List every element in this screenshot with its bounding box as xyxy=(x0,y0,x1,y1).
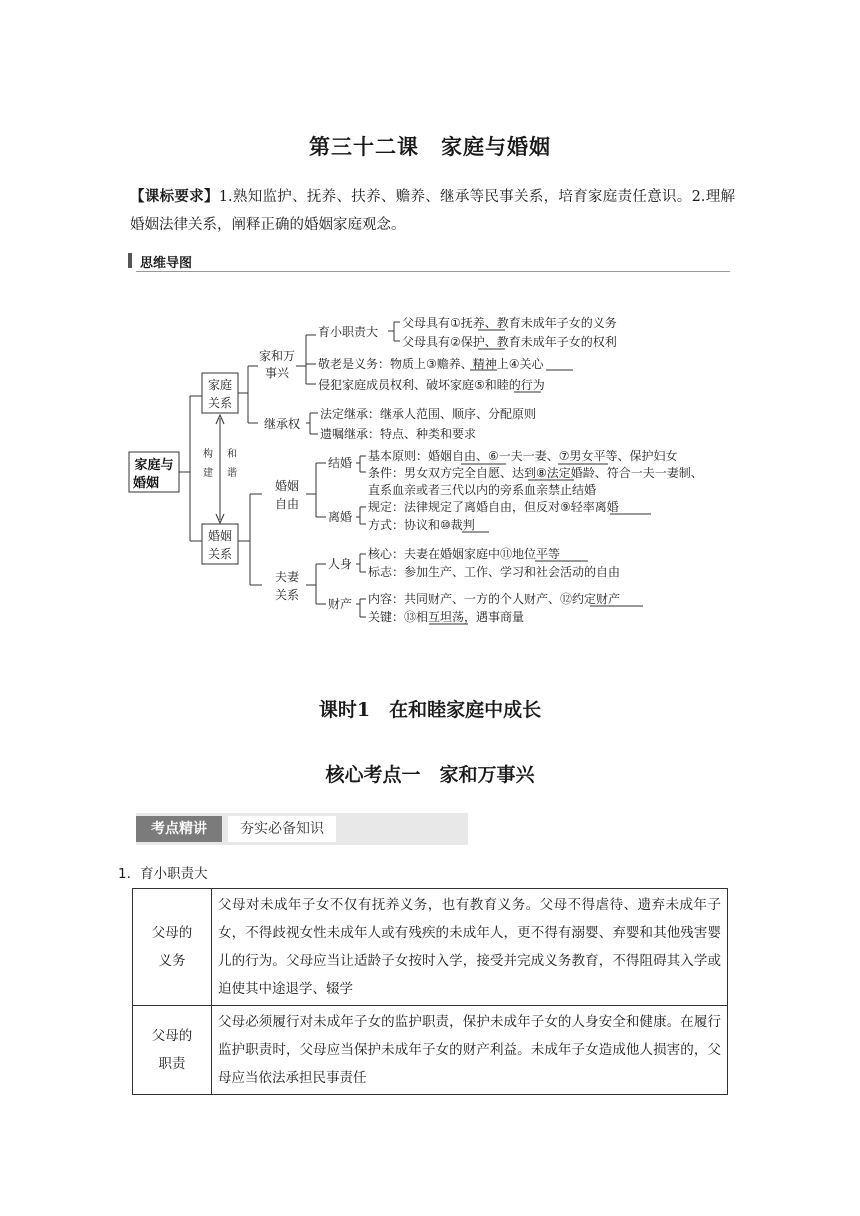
spouse-label-2: 关系 xyxy=(274,588,300,602)
requirements-label: 【课标要求】 xyxy=(130,188,219,205)
freedom-label-1: 婚姻 xyxy=(274,479,300,493)
wed-item-3: 直系血亲或者三代以内的旁系血亲禁止结婚 xyxy=(368,483,597,497)
property-label: 财产 xyxy=(328,597,353,611)
wed-item-1: 基本原则：婚姻自由、⑥一夫一妻、⑦男女平等、保护妇女 xyxy=(368,449,678,463)
section1-heading: 1．育小职责大 xyxy=(118,866,208,882)
raising-item-1: 父母具有①抚养、教育未成年子女的义务 xyxy=(402,316,617,330)
marriage-label-1: 婚姻 xyxy=(207,529,233,543)
row-header-line2: 义务 xyxy=(158,953,186,969)
inherit-label: 继承权 xyxy=(264,417,301,431)
table-row xyxy=(133,889,728,1006)
banner-right-label: 夯实必备知识 xyxy=(228,816,336,842)
divorce-item-2: 方式：协议和⑩裁判 xyxy=(368,518,475,532)
row-header-line1: 父母的 xyxy=(151,925,193,941)
person-item-1: 核心：夫妻在婚姻家庭中⑪地位平等 xyxy=(368,547,561,561)
lesson-title: 第三十二课 家庭与婚姻 xyxy=(309,134,551,159)
requirements-text: 1.熟知监护、抚养、扶养、赡养、继承等民事关系，培育家庭责任意识。2.理解婚姻法律关系，阐释正确的婚姻家庭观念。 xyxy=(130,189,736,233)
row-content: 父母对未成年子女不仅有抚养义务，也有教育义务。父母不得虐待、遗弃未成年子女，不得歧视女性未成年人或有残疾的未成年人，更不得有溺婴、弃婴和其他残害婴儿的行为。父母应当让适龄子女按时入学，接受并完成义务教育，不得阻碍其入学或迫使其中途退学、辍学 xyxy=(212,889,728,1006)
inherit-item-1: 法定继承：继承人范围、顺序、分配原则 xyxy=(320,407,537,421)
row-header xyxy=(133,889,212,1006)
wed-label: 结婚 xyxy=(328,456,353,470)
link-left-2: 建 xyxy=(203,468,213,479)
lesson1-title: 课时1 在和睦家庭中成长 xyxy=(318,699,542,721)
row-content: 父母必须履行对未成年子女的监护职责，保护未成年子女的人身安全和健康。在履行监护职责时，父母应当保护未成年子女的财产利益。未成年子女造成他人损害的，父母应当依法承担民事责任 xyxy=(212,1006,728,1095)
infringe-text: 侵犯家庭成员权利、破坏家庭⑤和睦的行为 xyxy=(318,378,545,392)
link-right-2: 谐 xyxy=(227,468,237,479)
property-item-2: 关键：⑬相互坦荡，遇事商量 xyxy=(368,610,525,624)
harmony-label-1: 家和万 xyxy=(258,349,296,363)
freedom-label-2: 自由 xyxy=(274,497,300,511)
marriage-label-2: 关系 xyxy=(207,547,233,561)
family-label-2: 关系 xyxy=(207,396,233,410)
duties-table xyxy=(132,888,728,1095)
elder-text: 敬老是义务：物质上③赡养、精神上④关心 xyxy=(318,357,544,371)
link-left-1: 构 xyxy=(203,449,213,460)
inherit-item-2: 遗嘱继承：特点、种类和要求 xyxy=(320,427,477,441)
family-label-1: 家庭 xyxy=(207,378,233,392)
row-header-line1: 父母的 xyxy=(151,1028,193,1044)
row-header-line2: 职责 xyxy=(158,1056,186,1072)
link-right-1: 和 xyxy=(227,449,237,460)
divorce-item-1: 规定：法律规定了离婚自由，但反对⑨轻率离婚 xyxy=(368,500,619,514)
wed-item-2: 条件：男女双方完全自愿、达到⑧法定婚龄、符合一夫一妻制、 xyxy=(368,466,703,480)
harmony-label-2: 事兴 xyxy=(264,366,290,380)
core-point-title: 核心考点一 家和万事兴 xyxy=(325,764,535,786)
banner-left-label: 考点精讲 xyxy=(136,816,222,842)
spouse-label-1: 夫妻 xyxy=(274,570,300,584)
raising-label: 育小职责大 xyxy=(318,325,379,339)
property-item-1: 内容：共同财产、一方的个人财产、⑫约定财产 xyxy=(368,592,621,606)
mind-map-heading: 思维导图 xyxy=(140,256,193,271)
divorce-label: 离婚 xyxy=(328,510,353,524)
table-row xyxy=(133,1006,728,1095)
person-item-2: 标志：参加生产、工作、学习和社会活动的自由 xyxy=(368,565,621,579)
row-header xyxy=(133,1006,212,1095)
raising-item-2: 父母具有②保护、教育未成年子女的权利 xyxy=(402,335,617,349)
root-label-line1: 家庭与 xyxy=(134,458,174,473)
root-label-line2: 婚姻 xyxy=(132,476,160,491)
person-label: 人身 xyxy=(328,557,353,571)
